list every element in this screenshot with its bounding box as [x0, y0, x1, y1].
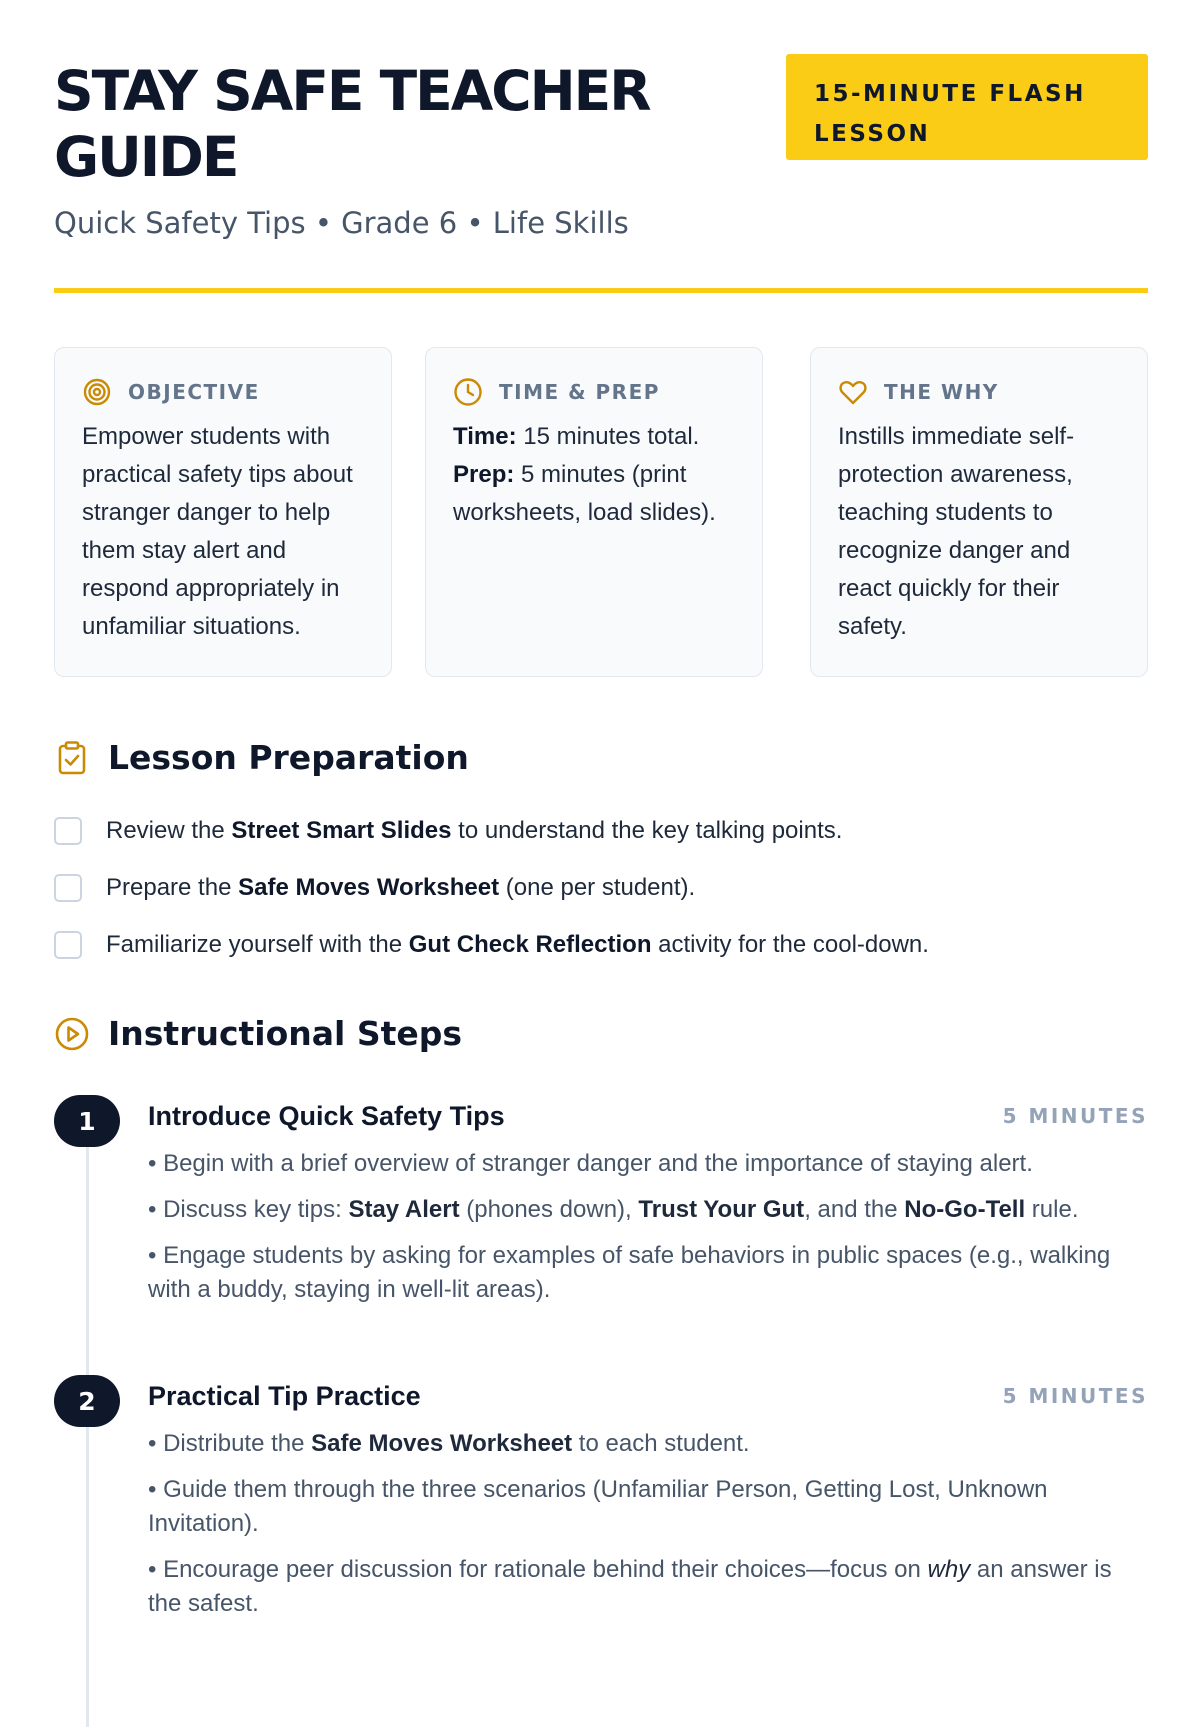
- time-prep-card: [425, 347, 763, 677]
- time-prep-text: [453, 418, 735, 532]
- checklist-text: Prepare the: [106, 873, 239, 901]
- why-card: [810, 347, 1148, 677]
- prep-value: 5 minutes (print worksheets, load slides).: [453, 461, 716, 526]
- step-number: 1: [54, 1095, 120, 1147]
- objective-card: [54, 347, 392, 677]
- checklist-text: to understand the key talking points.: [451, 816, 843, 844]
- step-bullet: [148, 1553, 1148, 1621]
- bullet-emphasis: Safe Moves Worksheet: [311, 1430, 573, 1457]
- checklist-item: [54, 859, 1148, 916]
- step-bullet: [148, 1473, 1148, 1541]
- step-duration: 5 MINUTES: [1002, 1384, 1148, 1408]
- bullet-text: an answer is the safest.: [148, 1556, 1112, 1617]
- why-label: THE WHY: [884, 380, 999, 404]
- checklist-text: activity for the cool-down.: [651, 930, 929, 958]
- play-circle-icon: [54, 1016, 90, 1052]
- bullet-italic: why: [927, 1556, 971, 1583]
- step-connector: [86, 1427, 89, 1727]
- prep-label: Prep:: [453, 461, 515, 488]
- preparation-title: Lesson Preparation: [108, 738, 469, 777]
- checklist-resource: Street Smart Slides: [231, 816, 452, 844]
- checklist-resource: Safe Moves Worksheet: [238, 873, 500, 901]
- page-subtitle: Quick Safety Tips • Grade 6 • Life Skills: [54, 206, 629, 240]
- checklist-text: (one per student).: [499, 873, 696, 901]
- bullet-text: • Engage students by asking for examples of safe behaviors in public spaces (e.g., walking with a buddy, staying in well-lit areas).: [148, 1242, 1111, 1303]
- bullet-text: • Begin with a brief overview of stranger danger and the importance of staying alert.: [148, 1150, 1033, 1177]
- preparation-header: [54, 738, 469, 777]
- preparation-checklist: [54, 802, 1148, 973]
- bullet-text: • Discuss key tips:: [148, 1196, 349, 1223]
- bullet-text: (phones down),: [459, 1196, 639, 1223]
- objective-text: Empower students with practical safety tips about stranger danger to help them stay alert and respond appropriately in unfamiliar situations.: [82, 423, 353, 640]
- target-icon: [82, 377, 112, 407]
- step-bullets: [148, 1147, 1148, 1319]
- checklist-item: [54, 802, 1148, 859]
- why-text: Instills immediate self-protection awareness, teaching students to recognize danger and react quickly for their safety.: [838, 423, 1075, 640]
- checkbox[interactable]: [54, 817, 82, 845]
- bullet-text: rule.: [1025, 1196, 1079, 1223]
- checklist-text: Familiarize yourself with the: [106, 930, 409, 958]
- time-label: Time:: [453, 423, 517, 450]
- bullet-emphasis: No-Go-Tell: [904, 1196, 1026, 1223]
- step-bullets: [148, 1427, 1148, 1633]
- lesson-length-badge: 15-MINUTE FLASH LESSON: [786, 54, 1148, 160]
- checklist-text: Review the: [106, 816, 232, 844]
- step-bullet: [148, 1239, 1148, 1307]
- clipboard-check-icon: [54, 740, 90, 776]
- info-cards: [54, 347, 1148, 677]
- checkbox[interactable]: [54, 874, 82, 902]
- steps-title: Instructional Steps: [108, 1014, 463, 1053]
- objective-label: OBJECTIVE: [128, 380, 260, 404]
- step-bullet: [148, 1427, 1148, 1461]
- time-prep-label: TIME & PREP: [499, 380, 660, 404]
- header-divider: [54, 288, 1148, 293]
- bullet-text: to each student.: [572, 1430, 750, 1457]
- bullet-emphasis: Stay Alert: [348, 1196, 460, 1223]
- step-number: 2: [54, 1375, 120, 1427]
- step-connector: [86, 1147, 89, 1387]
- steps-header: [54, 1014, 462, 1053]
- checklist-resource: Gut Check Reflection: [408, 930, 652, 958]
- step-title: Practical Tip Practice: [148, 1381, 421, 1411]
- time-value: 15 minutes total.: [516, 423, 700, 450]
- step-bullet: [148, 1147, 1148, 1181]
- step-bullet: [148, 1193, 1148, 1227]
- step-title: Introduce Quick Safety Tips: [148, 1101, 505, 1131]
- clock-icon: [453, 377, 483, 407]
- bullet-text: • Distribute the: [148, 1430, 312, 1457]
- bullet-text: • Guide them through the three scenarios (Unfamiliar Person, Getting Lost, Unknown Invitation).: [148, 1476, 1048, 1537]
- bullet-emphasis: Trust Your Gut: [638, 1196, 805, 1223]
- checkbox[interactable]: [54, 931, 82, 959]
- heart-icon: [838, 377, 868, 407]
- bullet-text: • Encourage peer discussion for rationale behind their choices—focus on: [148, 1556, 928, 1583]
- bullet-text: , and the: [804, 1196, 905, 1223]
- checklist-item: [54, 916, 1148, 973]
- step-duration: 5 MINUTES: [1002, 1104, 1148, 1128]
- page-title: STAY SAFE TEACHER GUIDE: [54, 59, 650, 189]
